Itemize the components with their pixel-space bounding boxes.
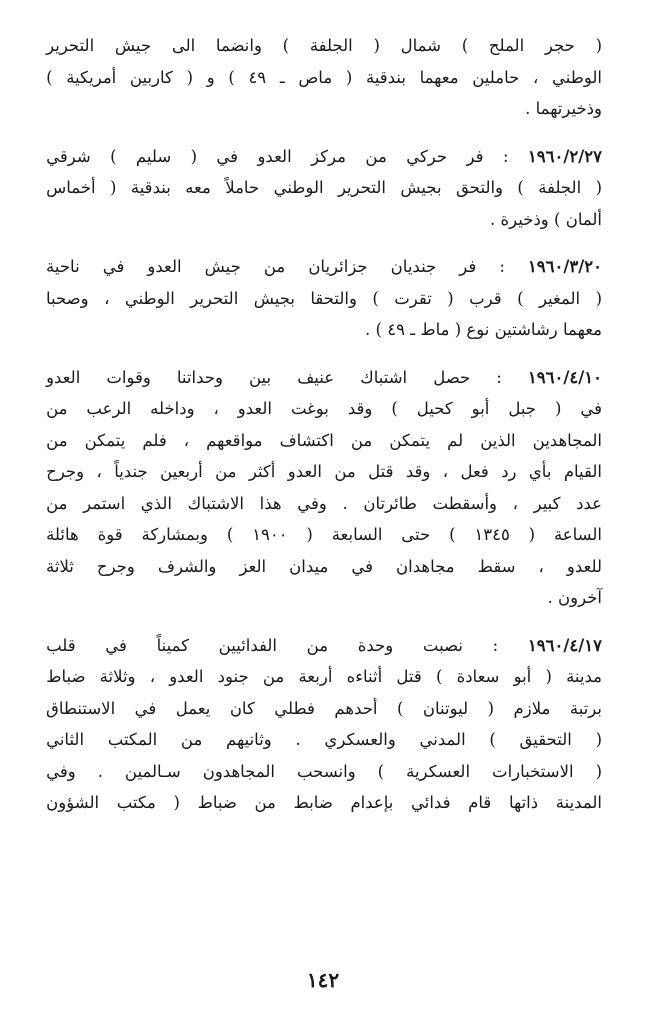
word: جنديان [390,257,437,276]
page-number: ١٤٢ [306,968,340,992]
word: وانضما [215,36,262,55]
word: أبو [513,667,532,686]
word: جيش [114,36,152,55]
word: من [180,730,203,749]
word: مجاهدان [396,556,455,576]
word: يتمكن [389,430,431,450]
word: ( [173,793,180,812]
word: ) [372,288,379,308]
word: بإعدام [350,793,394,812]
word: ) [46,67,53,87]
word: من [46,430,68,450]
word: وفي [46,761,76,781]
word: ـ [279,67,285,87]
word: الاشتباك [187,493,245,513]
word: وجرح [46,462,85,481]
word: ( [190,146,198,166]
word: والتحق [456,178,504,197]
word: والشرف [157,556,217,576]
word: بجيش [400,178,442,197]
word: اكتشاف [279,430,334,450]
word: الوطني [124,288,175,308]
word: وثلاثة [99,667,136,686]
word: المجاهدين [532,430,602,450]
word: في [351,556,374,576]
word: ليوتنان [422,698,469,718]
word: حجر [544,36,575,55]
word: حصل [433,367,471,387]
word: الى [171,36,196,55]
word: قتل [368,462,394,481]
word: ، [104,288,110,308]
word: ، [183,430,190,450]
word: وذخيرتهما [535,99,602,118]
word: رشاشتين [494,320,558,339]
word: معه [185,178,211,197]
word: ضباط [197,793,237,812]
word: أربعين [160,462,203,481]
word: هذا [259,493,282,513]
word: آخرون [558,588,602,607]
word: سقط [477,556,516,576]
word: شرقي [46,146,91,166]
word: ملازم [513,698,551,718]
word: من [46,399,68,418]
word: ، [96,462,102,481]
word: ) [377,761,385,781]
word: ( [373,36,380,55]
word: . [525,99,531,118]
text-line [46,661,602,693]
text-line [46,519,602,551]
word: فطلي [274,698,315,718]
word: كبير [533,493,561,513]
word: نصبت [422,635,463,655]
word: التحرير [46,36,95,55]
word: قام [468,793,492,812]
word: سعادة [456,667,500,686]
word: ـ [410,320,416,339]
word: العز [239,556,267,576]
word: ، [512,493,518,513]
word: من [350,430,373,450]
word: من [262,667,285,686]
word: ناحية [46,257,80,276]
text-line [46,393,602,425]
word: العسكرية [406,761,471,781]
word: ) [228,67,235,87]
word: وداخله [150,399,195,418]
text-line [46,724,602,756]
word: من [263,257,286,276]
word: وفي [297,493,327,513]
word: أحدهم [334,698,378,718]
word: من [215,462,237,481]
word: الذي [140,493,172,513]
word: : [492,635,499,655]
word: قلب [46,635,76,655]
entry-1960-02-27 [46,141,602,236]
word: . [490,209,496,229]
word: ١٩٦٠/٤/١٠ [527,367,602,387]
word: ميدان [289,556,329,576]
word: ( [595,730,602,749]
word: ( [186,67,194,87]
text-line [46,787,602,819]
word: حاملاً [225,178,260,197]
entry-1960-04-17 [46,630,602,819]
word: جنود [217,667,249,686]
word: . [342,493,348,513]
word: برتبة [569,698,602,718]
word: وقوات [106,367,151,387]
word: فر [459,257,477,276]
word: وحدة [357,635,394,655]
word: بوغت [290,399,329,418]
word: ذاتها [508,793,539,812]
word: المغير [538,288,581,308]
word: الذين [480,430,516,450]
word: وقد [405,462,431,481]
word: ٤٩ [248,67,267,87]
word: قرب [469,288,502,308]
word: ( [595,178,602,197]
word: ( [345,67,353,87]
text-line [46,62,602,94]
word: الوطني [273,178,324,197]
word: ضابط [293,793,333,812]
word: سـالمين [124,761,181,781]
word: الشؤون [46,793,100,812]
word: ( [447,288,454,308]
word: تقرت [394,288,432,308]
word: و [206,67,215,87]
word: : [499,257,505,276]
word: مدينة [566,667,602,686]
word: ، [442,462,449,481]
word: وأسقطت [432,493,498,513]
word: ثلاثة [46,556,74,576]
word: ( [528,525,536,544]
word: الرعب [86,399,132,418]
word: وذخيرة [500,209,549,229]
word: التحقيق [519,730,572,749]
word: العدو [257,146,292,166]
word: وثانيهم [226,730,272,749]
word: كان [229,698,255,718]
word: ) [435,667,443,686]
word: والعسكري [324,730,396,749]
word: ، [213,399,219,418]
word: اشتباك [360,367,408,387]
word: السابعة [331,525,383,544]
word: . [295,730,301,749]
word: وحداتنا [176,367,223,387]
text-line [46,314,602,346]
text-line [46,204,602,236]
text-line [46,630,602,662]
word: كميناً [156,635,189,655]
word: جبل [508,399,537,418]
word: : [496,367,502,387]
word: بندقية [365,67,406,87]
word: العدو [46,367,81,387]
word: من [334,462,356,481]
word: ألمان [565,209,602,229]
word: وانسحب [296,761,356,781]
word: ( [554,399,562,418]
word: ) [375,320,382,339]
text-line [46,488,602,520]
word: طائرتان [363,493,417,513]
word: . [365,320,371,339]
word: فر [466,146,484,166]
word: ) [517,288,524,308]
word: أبو [471,399,490,418]
word: ) [391,399,398,418]
word: أثناءه [346,667,383,686]
word: يتمكن [84,430,126,450]
text-line [46,172,602,204]
word: أكثر [248,462,276,481]
word: يعمل [175,698,211,718]
text-line [46,756,602,788]
word: مكتب [116,793,156,812]
word: هائلة [46,525,79,544]
word: ) [517,178,524,197]
word: ) [226,525,234,544]
word: جزائريان [308,257,368,276]
word: عنيف [297,367,335,387]
word: المكتب [107,730,158,749]
text-line [46,456,602,488]
word: في [134,698,157,718]
word: الفدائيين [218,635,277,655]
word: وجرح [96,556,135,576]
word: . [97,761,103,781]
word: كاربين [129,67,173,87]
word: الاستنطاق [46,698,116,718]
word: العدو [237,399,272,418]
word: ٤٩ [387,320,405,339]
text-line [46,141,602,173]
text-line [46,425,602,457]
word: ، [533,67,539,87]
word: الساعة [553,525,602,544]
word: والتحقا [310,288,357,308]
word: مركز [311,146,346,166]
word: ( [595,36,602,55]
word: نوع [466,320,490,339]
word: بجيش [253,288,295,308]
word: ١٩٦٠/٣/٢٠ [527,257,602,276]
entry-continuation [46,30,602,125]
word: فعل [460,462,489,481]
word: من [306,635,329,655]
word: معهما [419,67,459,87]
text-line [46,283,602,315]
word: ماص [298,67,333,87]
word: للعدو [566,556,602,576]
word: ) [282,36,290,55]
word: قتل [396,667,422,686]
word: حتى [401,525,431,544]
word: ١٣٤٥ [474,525,510,544]
text-line [46,582,602,614]
word: المجاهدون [202,761,275,781]
word: بين [248,367,272,387]
word: أربعة [298,667,333,686]
word: العدو [287,462,322,481]
word: ( [595,761,602,781]
word: ) [461,36,469,55]
text-line [46,362,602,394]
word: ١٩٦٠/٢/٢٧ [527,146,602,166]
word: الملح [488,36,525,55]
word: التحرير [190,288,239,308]
word: ١٩٦٠/٤/١٧ [527,635,602,655]
word: فدائي [411,793,451,812]
word: استمر [83,493,126,513]
word: فلم [142,430,167,450]
entry-1960-04-10 [46,362,602,614]
word: ( [487,698,495,718]
word: القيام [563,462,602,481]
text-line [46,693,602,725]
word: جيش [204,257,241,276]
word: . [547,588,553,607]
word: وقد [347,399,373,418]
word: المدني [419,730,466,749]
word: ماط [420,320,450,339]
word: ( [110,178,117,197]
word: رد [501,462,517,481]
word: ) [554,209,561,229]
word: حركي [406,146,448,166]
word: ) [489,730,496,749]
word: من [254,793,276,812]
word: الجلفة [309,36,353,55]
word: بأي [528,462,552,481]
word: التحرير [337,178,386,197]
entry-1960-03-20 [46,251,602,346]
word: ) [449,525,456,544]
word: الثاني [46,730,85,749]
word: من [46,493,68,513]
word: مواقعهم [206,430,263,450]
word: أمريكية [66,67,117,87]
word: سليم [135,146,172,166]
word: ، [538,556,544,576]
word: حاملين [472,67,520,87]
word: ( [306,525,313,544]
word: العدو [169,667,204,686]
text-line [46,251,602,283]
word: ( [595,288,602,308]
word: معهما [563,320,602,339]
word: لم [447,430,464,450]
text-line [46,551,602,583]
text-line [46,30,602,62]
word: قوة [97,525,123,544]
word: جندياً [114,462,148,481]
word: ضباط [46,667,86,686]
word: ( [545,667,552,686]
word: وبمشاركة [141,525,208,544]
word: الاستخبارات [492,761,574,781]
word: ١٩٠٠ [252,525,288,544]
word: كحيل [416,399,453,418]
word: شمال [400,36,442,55]
text-line [46,93,602,125]
word: في [105,635,127,655]
word: العدو [147,257,182,276]
word: في [102,257,125,276]
word: عدد [576,493,602,513]
word: : [502,146,509,166]
word: المدينة [555,793,602,812]
word: أخماس [46,178,96,197]
word: الجلفة [538,178,582,197]
word: في [580,399,602,418]
word: من [365,146,387,166]
document-body [46,30,602,835]
word: ( [454,320,462,339]
word: الوطني [552,67,602,87]
word: ) [110,146,117,166]
word: ) [397,698,404,718]
word: وصحبا [46,288,89,308]
word: ، [149,667,156,686]
word: في [216,146,239,166]
word: بندقية [130,178,171,197]
